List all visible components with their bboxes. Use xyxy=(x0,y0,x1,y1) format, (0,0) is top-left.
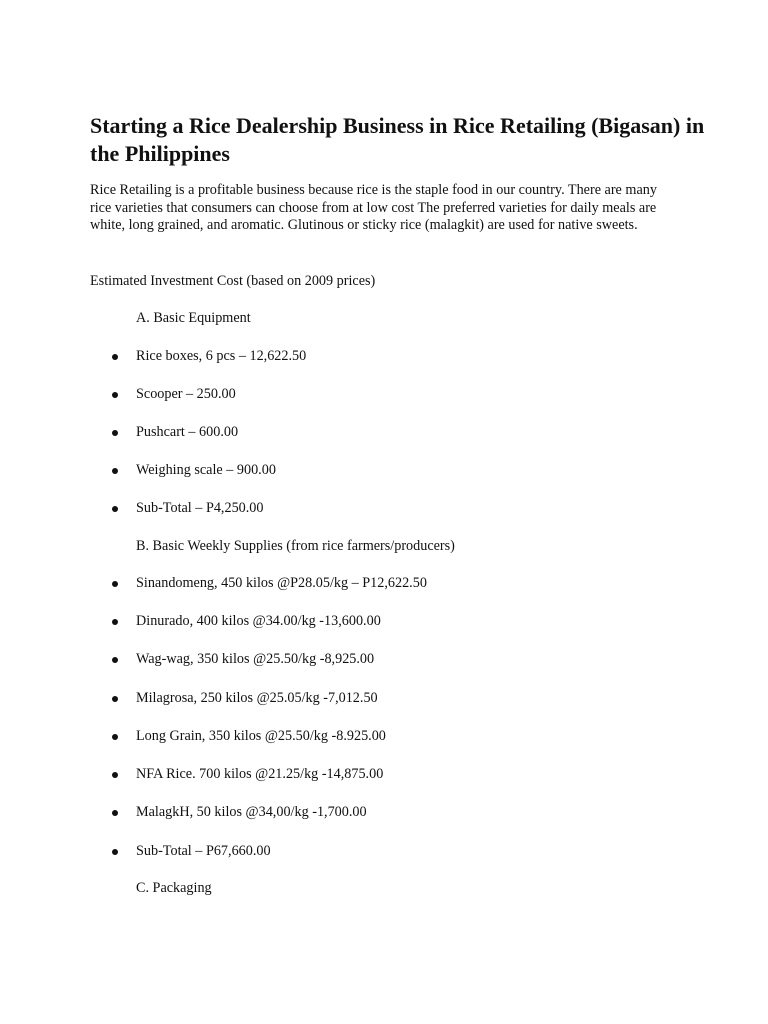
list-item-text: Scooper – 250.00 xyxy=(136,386,236,402)
bullet-icon xyxy=(112,849,118,855)
list-item-text: Weighing scale – 900.00 xyxy=(136,462,276,478)
list-item-text: Milagrosa, 250 kilos @25.05/kg -7,012.50 xyxy=(136,690,378,706)
page-title: Starting a Rice Dealership Business in Rice Retailing (Bigasan) in the Philippines xyxy=(90,113,705,166)
bullet-icon xyxy=(112,581,118,587)
bullet-icon xyxy=(112,392,118,398)
list-item-text: Sub-Total – P4,250.00 xyxy=(136,500,264,516)
list-item-text: Wag-wag, 350 kilos @25.50/kg -8,925.00 xyxy=(136,651,375,667)
bullet-icon xyxy=(112,506,118,512)
bullet-icon xyxy=(112,696,118,702)
list-item-text: Sub-Total – P67,660.00 xyxy=(136,843,271,859)
bullet-icon xyxy=(112,619,118,625)
list-item-text: Dinurado, 400 kilos @34.00/kg -13,600.00 xyxy=(136,613,381,629)
list-item-text: Pushcart – 600.00 xyxy=(136,424,239,440)
bullet-icon xyxy=(112,430,118,436)
list-item-text: Rice boxes, 6 pcs – 12,622.50 xyxy=(136,348,307,364)
section-a-heading: A. Basic Equipment xyxy=(136,310,251,326)
bullet-icon xyxy=(112,354,118,360)
section-b-heading: B. Basic Weekly Supplies (from rice farmers/producers) xyxy=(136,538,455,554)
list-item-text: MalagkH, 50 kilos @34,00/kg -1,700.00 xyxy=(136,804,367,820)
bullet-icon xyxy=(112,468,118,474)
section-c-heading: C. Packaging xyxy=(136,880,212,896)
bullet-icon xyxy=(112,810,118,816)
bullet-icon xyxy=(112,772,118,778)
bullet-icon xyxy=(112,734,118,740)
investment-cost-heading: Estimated Investment Cost (based on 2009 prices) xyxy=(90,273,376,289)
list-item-text: Sinandomeng, 450 kilos @P28.05/kg – P12,622.50 xyxy=(136,575,427,591)
list-item-text: NFA Rice. 700 kilos @21.25/kg -14,875.00 xyxy=(136,766,384,782)
bullet-icon xyxy=(112,657,118,663)
list-item-text: Long Grain, 350 kilos @25.50/kg -8.925.00 xyxy=(136,728,386,744)
intro-paragraph: Rice Retailing is a profitable business because rice is the staple food in our country. There are many rice varieties that consumers can choose from at low cost The preferred varieties for daily meals are white, long grained, and aromatic. Glutinous or sticky rice (malagkit) are used for native sweets. xyxy=(90,182,657,233)
